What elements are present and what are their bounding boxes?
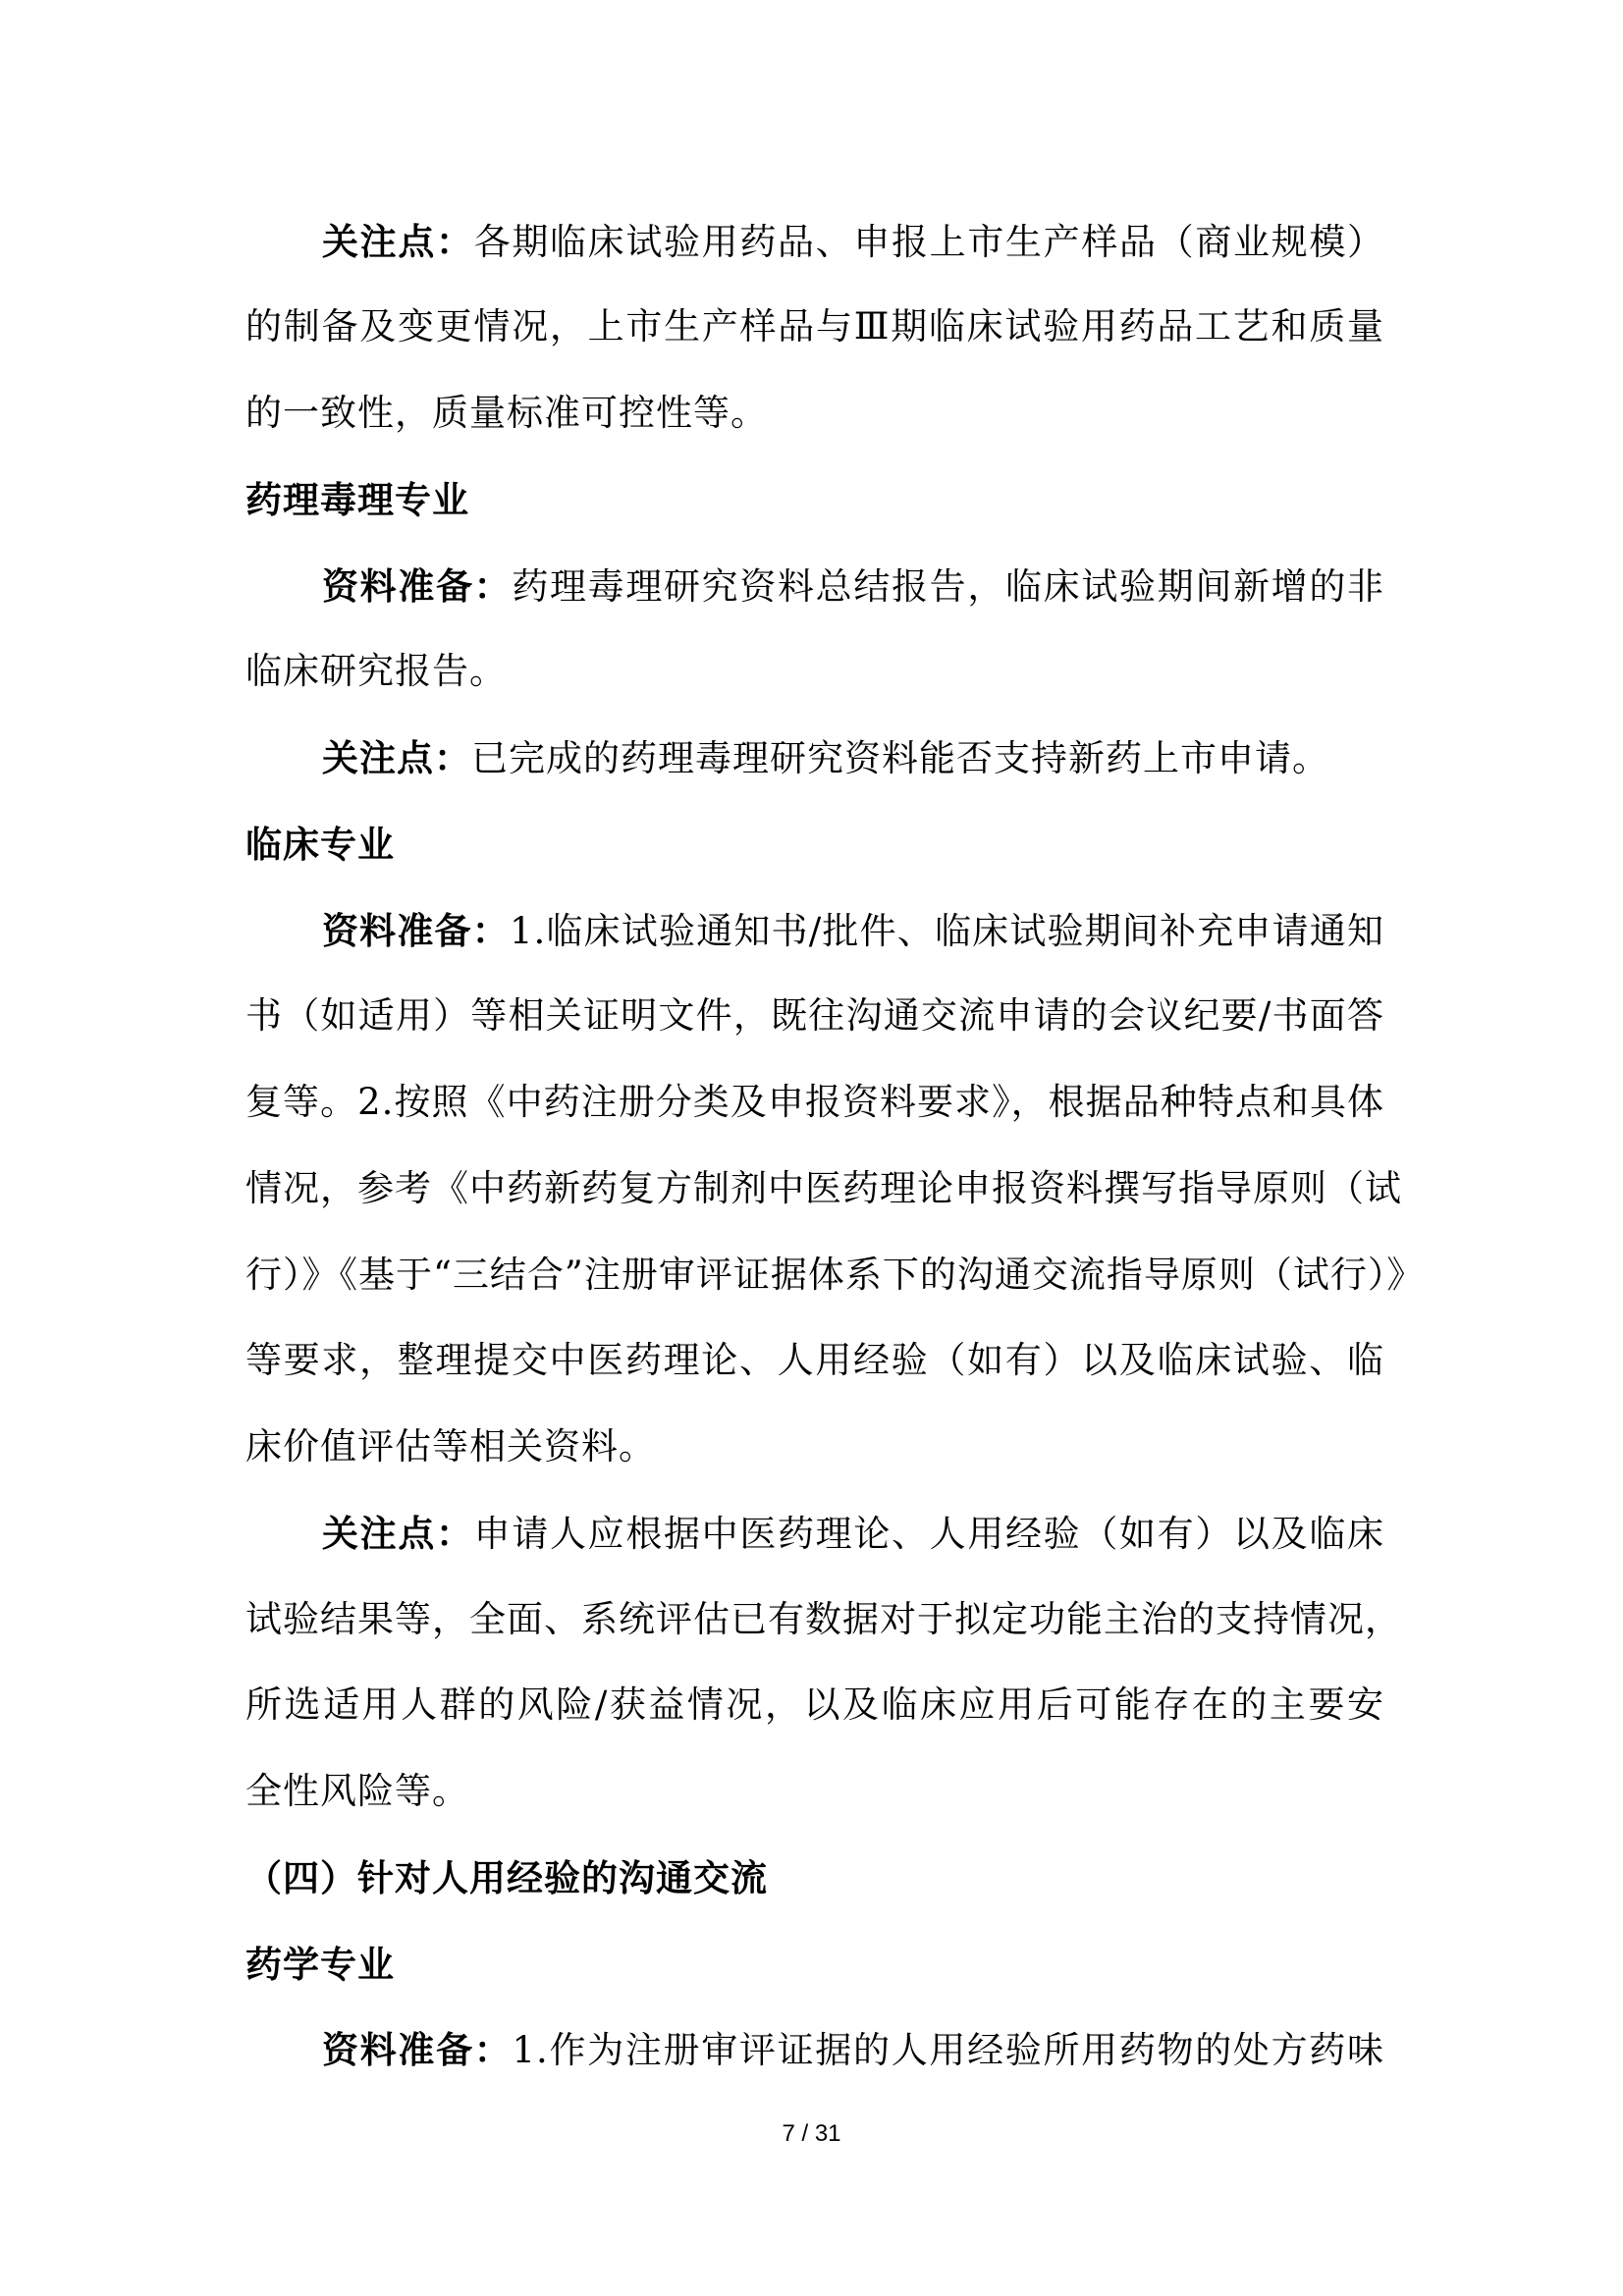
paragraph-line: 行）》《基于“三结合”注册审评证据体系下的沟通交流指导原则（试行）》 [245, 1254, 1425, 1296]
section-heading: 药学专业 [245, 1943, 395, 1986]
paragraph-label: 关注点： [322, 736, 471, 779]
paragraph-label: 资料准备： [322, 909, 510, 952]
paragraph-line: 情况，参考《中药新药复方制剂中医药理论申报资料撰写指导原则（试 [245, 1167, 1402, 1209]
paragraph-line [322, 1508, 1384, 1560]
paragraph-line: 的一致性，质量标准可控性等。 [245, 392, 768, 434]
paragraph-text: 1.临床试验通知书/批件、临床试验期间补充申请通知 [509, 910, 1384, 952]
paragraph-line: 等要求，整理提交中医药理论、人用经验（如有）以及临床试验、临 [245, 1339, 1384, 1381]
paragraph-line: 全性风险等。 [245, 1770, 469, 1812]
paragraph-line [322, 732, 1384, 784]
paragraph-text: 1.作为注册审评证据的人用经验所用药物的处方药味 [512, 2029, 1384, 2071]
paragraph-label: 关注点： [322, 1512, 474, 1555]
paragraph-label: 关注点： [322, 220, 474, 263]
paragraph-label: 资料准备： [322, 2028, 513, 2071]
paragraph-line [322, 905, 1384, 957]
paragraph-line: 书（如适用）等相关证明文件，既往沟通交流申请的会议纪要/书面答 [245, 994, 1384, 1037]
paragraph-line: 的制备及变更情况，上市生产样品与Ⅲ期临床试验用药品工艺和质量 [245, 305, 1384, 347]
paragraph-line: 床价值评估等相关资料。 [245, 1425, 656, 1468]
page-number: 7 / 31 [782, 2120, 841, 2147]
paragraph-line: 临床研究报告。 [245, 650, 507, 692]
paragraph-line: 试验结果等，全面、系统评估已有数据对于拟定功能主治的支持情况， [245, 1598, 1402, 1640]
paragraph-line [322, 561, 1384, 613]
paragraph-line: 所选适用人群的风险/获益情况，以及临床应用后可能存在的主要安 [245, 1683, 1384, 1726]
paragraph-text: 各期临床试验用药品、申报上市生产样品（商业规模） [473, 221, 1385, 263]
section-heading: 药理毒理专业 [245, 478, 469, 521]
section-heading: 临床专业 [245, 823, 395, 866]
paragraph-text: 已完成的药理毒理研究资料能否支持新药上市申请。 [471, 737, 1329, 779]
paragraph-line [322, 216, 1384, 268]
paragraph-line [322, 2024, 1384, 2076]
paragraph-line: 复等。2.按照《中药注册分类及申报资料要求》，根据品种特点和具体 [245, 1081, 1384, 1123]
section-heading: （四）针对人用经验的沟通交流 [245, 1856, 768, 1899]
paragraph-text: 申请人应根据中医药理论、人用经验（如有）以及临床 [473, 1513, 1385, 1555]
paragraph-label: 资料准备： [322, 564, 513, 608]
paragraph-text: 药理毒理研究资料总结报告，临床试验期间新增的非 [512, 565, 1385, 608]
